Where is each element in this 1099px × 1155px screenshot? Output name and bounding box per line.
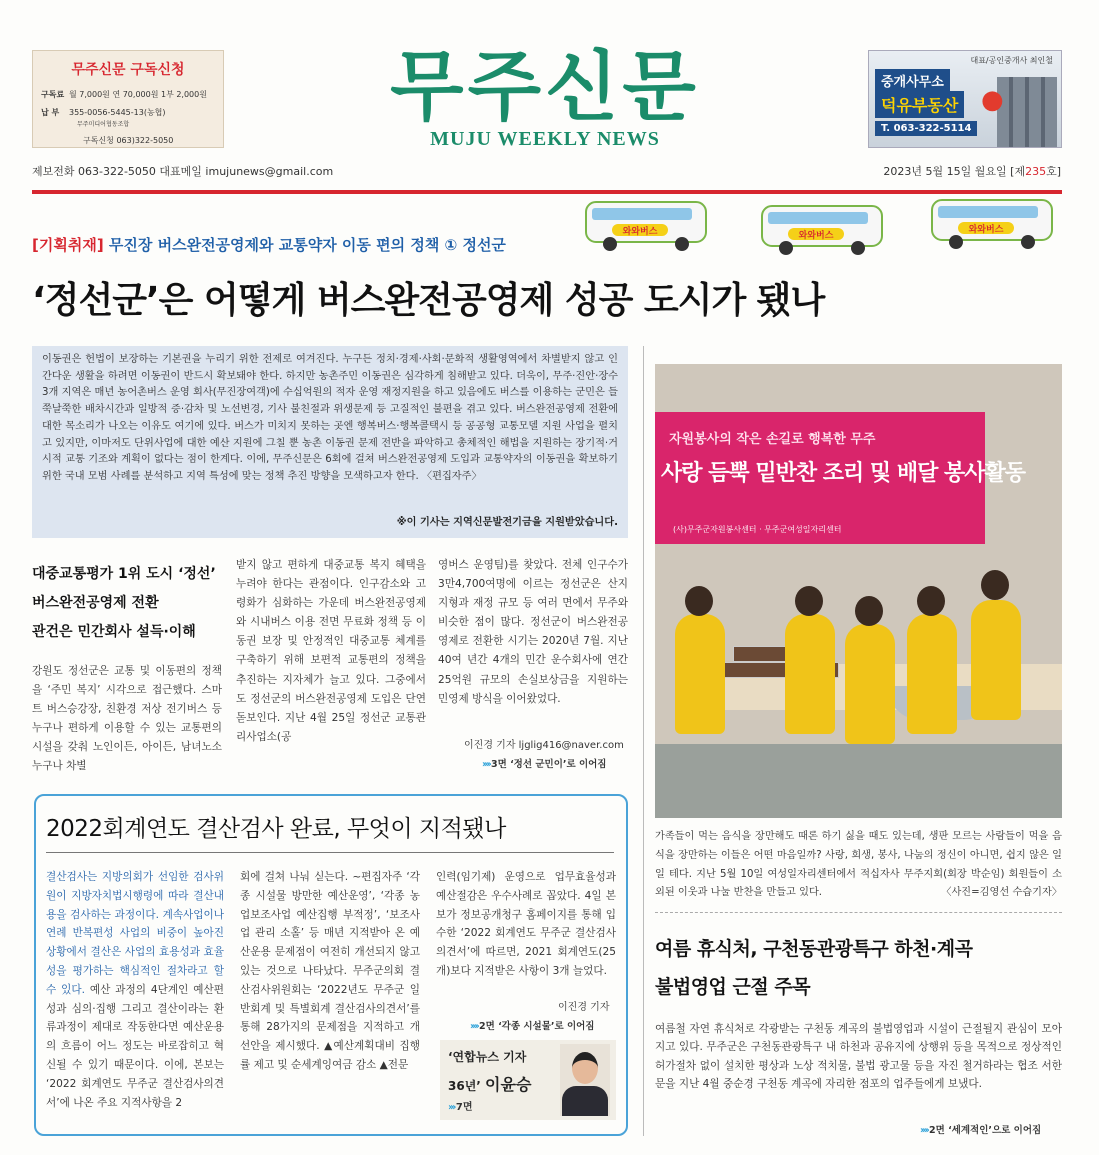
continue-arrow-icon: ›››	[448, 1102, 456, 1113]
column-divider	[643, 346, 644, 1136]
kicker-tag: [기획취재]	[32, 236, 104, 254]
photo-credit: 〈사진=김영선 수습기자〉	[941, 887, 1062, 899]
article1-lead-box	[32, 346, 628, 538]
photo-person	[845, 624, 895, 744]
article2-column-1	[46, 868, 224, 1112]
subscription-ad[interactable]	[32, 50, 224, 148]
section-divider	[655, 912, 1062, 913]
support-note: ※이 기사는 지역신문발전기금을 지원받았습니다.	[396, 517, 618, 529]
subscription-ad-title: 무주신문 구독신청	[71, 62, 185, 78]
logo-english: MUJU WEEKLY NEWS	[430, 128, 660, 150]
promo-line2: 36년’ 이윤승	[448, 1075, 532, 1094]
photo-person	[675, 614, 725, 734]
promo-line1: ‘연합뉴스 기자	[448, 1050, 527, 1064]
article2-column-1-rest: 예산 과정의 4단계인 예산편성과 심의·집행 그리고 결산이라는 환류과정이 제대로 작동한다면 예산운용의 흐름이 어느 정도는 바로잡히고 혁신될 수 있기 때문이다. 이에, 본보는 ‘2022 회계연도 무주군 결산검사의견서’에 나온 주요 지적사항을 2	[46, 983, 224, 1109]
realestate-line1: 중개사무소	[875, 69, 950, 92]
banner-main-text: 사랑 듬뿍 밑반찬 조리 및 배달 봉사활동	[661, 461, 1025, 486]
photo-floor	[655, 744, 1062, 818]
banner-org-text: (사)무주군자원봉사센터 · 무주군여성일자리센터	[673, 525, 842, 534]
subscription-apply: 구독신청 063)322-5050	[83, 136, 174, 145]
bus-sign: 와와버스	[622, 227, 658, 237]
bus-illustration	[758, 200, 888, 260]
article2-continued-link[interactable]: ›››› 2면 ‘각종 시설물’로 이어짐	[470, 1021, 595, 1032]
article2-headline[interactable]: 2022회계연도 결산검사 완료, 무엇이 지적됐나	[46, 816, 506, 842]
realestate-ad[interactable]	[868, 50, 1062, 148]
issue-number: 235	[1025, 165, 1047, 178]
article2-column-2: 회에 걸쳐 나눠 싣는다. ~편집자주 ‘각종 시설물 방만한 예산운영’, ‘각종 농업보조사업 예산집행 부적정’, ‘보조사업 관리 소홀’ 등 매년 지적받아 온 예산운용 문제점이 여전히 개선되지 않고 있는 것으로 나타났다. 무주군의회 결산검사위원회는 ‘2022년도 무주군 일반회계 및 특별회계 결산검사의견서’를 통해 28가지의 문제점을 지적하고 개선안을 제시했다. ▲예산계획대비 집행률 제고 및 순세계잉여금 감소 ▲전문	[240, 871, 420, 1071]
article1-kicker: [기획취재] 무진장 버스완전공영제와 교통약자 이동 편의 정책 ① 정선군	[32, 236, 506, 254]
article1-headline[interactable]: ‘정선군’은 어떻게 버스완전공영제 성공 도시가 됐나	[32, 280, 825, 321]
masthead-divider	[32, 190, 1062, 194]
article1-subhead: 대중교통평가 1위 도시 ‘정선’ 버스완전공영제 전환 관건은 민간회사 설득·이해	[32, 566, 216, 640]
continue-arrow-icon: ››››	[482, 759, 491, 770]
logo-korean: 무주신문	[390, 42, 700, 131]
article1-byline: 이진경 기자 ljglig416@naver.com	[464, 740, 624, 751]
article1-column-1: 강원도 정선군은 교통 및 이동편의 정책을 ‘주민 복지’ 시각으로 접근했다. 스마트 버스승강장, 친환경 저상 전기버스 등 누구나 편하게 이용할 수 있는 교통편의 시설을 갖춰 노인이든, 아이든, 남녀노소 누구나 차별	[32, 665, 222, 773]
realestate-phone: T. 063-322-5114	[875, 121, 977, 136]
headline-rule	[46, 852, 614, 853]
bus-illustration	[928, 194, 1058, 254]
photo-person	[907, 614, 957, 734]
article3-headline[interactable]: 여름 휴식처, 구천동관광특구 하천·계곡 불법영업 근절 주목	[655, 938, 973, 998]
article2-byline: 이진경 기자	[558, 1002, 610, 1013]
article2-intro: 결산검사는 지방의회가 선임한 검사위원이 지방자치법시행령에 따라 결산내용을 검사하는 과정이다. 계속사업이나 연례 반복편성 사업의 비중이 높아진 상황에서 결산은 사업의 효용성과 효율성을 평가하는 핵심적인 절차라고 할 수 있다.	[46, 871, 224, 996]
columnist-portrait	[560, 1044, 610, 1116]
location-pin-icon: ●	[981, 85, 1004, 115]
columnist-promo[interactable]	[440, 1040, 616, 1120]
article1-column-3: 영버스 운영팀)를 찾았다. 전체 인구수가 3만4,700여명에 이르는 정선군은 산지 지형과 재정 규모 등 여러 면에서 무주와 비슷한 점이 많다. 정선군이 버스완전공영제로 전환한 시기는 2020년 7월. 지난 40여 년간 4개의 민간 운수회사에 연간 25억원 규모의 손실보상금을 지원하는 민영제 방식을 이어왔었다.	[438, 559, 628, 705]
realestate-rep: 대표/공인중개사 최인철	[970, 56, 1053, 65]
continue-arrow-icon: ››››	[920, 1125, 929, 1136]
bus-illustration	[582, 196, 712, 256]
promo-page: ››› 7면	[448, 1102, 473, 1113]
continue-arrow-icon: ››››	[470, 1021, 479, 1032]
photo-banner	[655, 412, 1025, 544]
subscription-holder: 무주미디어협동조합	[77, 121, 130, 128]
article3-body: 여름철 자연 휴식처로 각광받는 구천동 계곡의 불법영업과 시설이 근절될지 관심이 모아지고 있다. 무주군은 구천동관광특구 내 하천과 공유지에 상행위 등을 목적으로 정상적인 허가절차 없이 설치한 평상과 노상 적치물, 불법 광고물 등을 자진 철거하라는 협조 서한문을 지난 4월 중순경 구천동 계곡에 자리한 점포의 업주들에게 보냈다.	[655, 1023, 1062, 1091]
contact-info: 제보전화 063-322-5050 대표메일 imujunews@gmail.com	[32, 165, 334, 178]
article1-continued-link[interactable]: ›››› 3면 ‘정선 군민이’로 이어짐	[482, 759, 607, 770]
subscription-account: 납 부 355-0056-5445-13(농협)	[41, 108, 166, 117]
subscription-fee: 구독료 월 7,000원 연 70,000원 1부 2,000원	[41, 90, 207, 99]
building-graphic	[997, 77, 1057, 147]
volunteer-photo[interactable]	[655, 364, 1062, 818]
lead-text: 이동권은 헌법이 보장하는 기본권을 누리기 위한 전제로 여겨진다. 누구든 정치·경제·사회·문화적 생활영역에서 차별받지 않고 인간다운 생활을 하려면 이동권이 반드시 확보돼야 한다. 하지만 농촌주민 이동권은 심각하게 침해받고 있다. 더욱이, 무주·진안·장수 3개 지역은 매년 농어촌버스 운영 회사(무진장여객)에 수십억원의 적자 운영 재정지원을 하고 있음에도 버스를 이용하는 군민은 들쭉날쭉한 배차시간과 일방적 증·감차 및 노선변경, 기사 불친절과 위생문제 등 고질적인 불편을 겪고 있다. 버스완전공영제 전환에 대한 목소리가 나오는 이유도 여기에 있다. 버스가 미치지 못하는 곳엔 행복버스·행복콜택시 등 공공형 교통모델 지원 사업을 펼치고 있지만, 이마저도 단위사업에 대한 예산 지원에 그칠 뿐 농촌 이동권 문제 전반을 파악하고 총체적인 해법을 지원하는 장기적·거시적 교통 기조와 계획이 없다는 점이 한계다. 이에, 무주신문은 6회에 걸쳐 버스완전공영제 도입과 교통약자의 이동권을 확보하기 위한 국내 모범 사례를 분석하고 지역 특성에 맞는 정책 추진 방향을 모색하고자 한다. 〈편집자주〉	[42, 354, 618, 482]
article1-column-2: 받지 않고 편하게 대중교통 복지 혜택을 누려야 한다는 관점이다. 인구감소와 고령화가 심화하는 가운데 버스완전공영제와 시내버스 이용 전면 무료화 정책 등 이동권 보장 및 안정적인 대중교통 체계를 구축하기 위해 보편적 교통편의 정책을 추진하는 지자체가 늘고 있다. 그중에서도 정선군의 버스완전공영제 도입은 단연 돋보인다. 지난 4월 25일 정선군 교통관리사업소(공	[236, 559, 426, 743]
bus-sign: 와와버스	[798, 231, 834, 241]
bus-sign: 와와버스	[968, 225, 1004, 235]
photo-person	[785, 614, 835, 734]
photo-person	[971, 600, 1021, 720]
article3-continued-link[interactable]: ›››› 2면 ‘세계적인’으로 이어짐	[920, 1125, 1042, 1136]
photo-caption: 가족들이 먹는 음식을 장만해도 때론 하기 싫을 때도 있는데, 생판 모르는 사람들이 먹을 음식을 장만하는 이들은 어떤 마음일까? 사랑, 희생, 봉사, 나눔의 정신이 아니면, 쉽지 않은 일일 테다. 지난 5월 10일 여성일자리센터에서 적십자사 무주지회(회장 박순임) 회원들이 소외된 이웃과 나눌 반찬을 만들고 있다. 〈사진=김영선 수습기자〉	[655, 828, 1062, 903]
realestate-line2: 덕유부동산	[875, 91, 964, 118]
issue-date: 2023년 5월 15일 월요일 [제235호]	[883, 165, 1061, 178]
newspaper-logo[interactable]	[380, 44, 710, 148]
banner-top-text: 자원봉사의 작은 손길로 행복한 무주	[669, 432, 876, 447]
article2-column-3: 인력(임기제) 운영으로 업무효율성과 예산절감은 우수사례로 꼽았다. 4일 본보가 정보공개청구 홈페이지를 통해 입수한 ‘2022 회계연도 무주군 결산검사의견서’에 따르면, 2021 회계연도(25개)보다 지적받은 사항이 3개 늘었다.	[436, 871, 616, 977]
promo-name: 이윤승	[485, 1075, 532, 1094]
